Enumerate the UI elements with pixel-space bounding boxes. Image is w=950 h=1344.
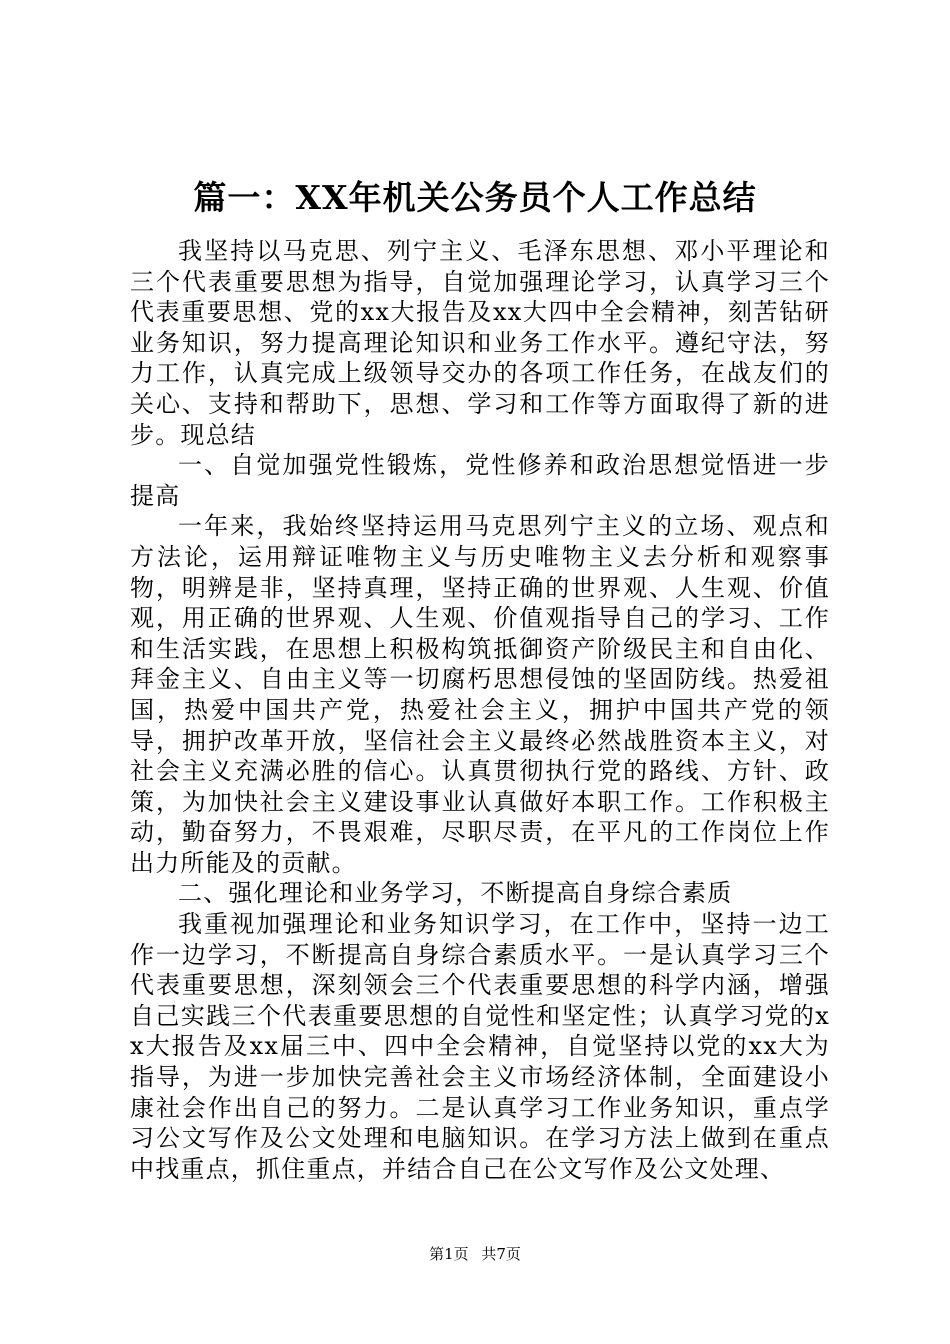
section-2-paragraph: 我重视加强理论和业务知识学习，在工作中，坚持一边工作一边学习，不断提高自身综合素质水平。一是认真学习三个代表重要思想，深刻领会三个代表重要思想的科学内涵，增强自己实践三个代表重要思想的自觉性和坚定性；认真学习党的xx大报告及xx届三中、四中全会精神，自觉坚持以党的xx大为指导，为进一步加快完善社会主义市场经济体制，全面建设小康社会作出自己的努力。二是认真学习工作业务知识，重点学习公文写作及公文处理和电脑知识。在学习方法上做到在重点中找重点，抓住重点，并结合自己在公文写作及公文处理、 bbox=[130, 910, 830, 1183]
page-number: 第1页 bbox=[429, 1245, 469, 1263]
section-1-paragraph: 一年来，我始终坚持运用马克思列宁主义的立场、观点和方法论，运用辩证唯物主义与历史唯物主义去分析和观察事物，明辨是非，坚持真理，坚持正确的世界观、人生观、价值观，用正确的世界观、人生观、价值观指导自己的学习、工作和生活实践，在思想上积极构筑抵御资产阶级民主和自由化、拜金主义、自由主义等一切腐朽思想侵蚀的坚固防线。热爱祖国，热爱中国共产党，热爱社会主义，拥护中国共产党的领导，拥护改革开放，坚信社会主义最终必然战胜资本主义，对社会主义充满必胜的信心。认真贯彻执行党的路线、方针、政策，为加快社会主义建设事业认真做好本职工作。工作积极主动，勤奋努力，不畏艰难，尽职尽责，在平凡的工作岗位上作出力所能及的贡献。 bbox=[130, 512, 830, 877]
section-heading-2: 二、强化理论和业务学习，不断提高自身综合素质 bbox=[178, 879, 733, 908]
page-total: 共7页 bbox=[481, 1245, 521, 1263]
page-footer bbox=[0, 1244, 950, 1264]
document-body bbox=[130, 236, 830, 1184]
section-heading-1: 一、自觉加强党性锻炼，党性修养和政治思想觉悟进一步提高 bbox=[130, 451, 830, 510]
intro-paragraph: 我坚持以马克思、列宁主义、毛泽东思想、邓小平理论和三个代表重要思想为指导，自觉加强理论学习，认真学习三个代表重要思想、党的xx大报告及xx大四中全会精神，刻苦钻研业务知识，努力提高理论知识和业务工作水平。遵纪守法，努力工作，认真完成上级领导交办的各项工作任务，在战友们的关心、支持和帮助下，思想、学习和工作等方面取得了新的进步。现总结 bbox=[130, 237, 830, 449]
document-title: 篇一：XX年机关公务员个人工作总结 bbox=[193, 178, 757, 217]
